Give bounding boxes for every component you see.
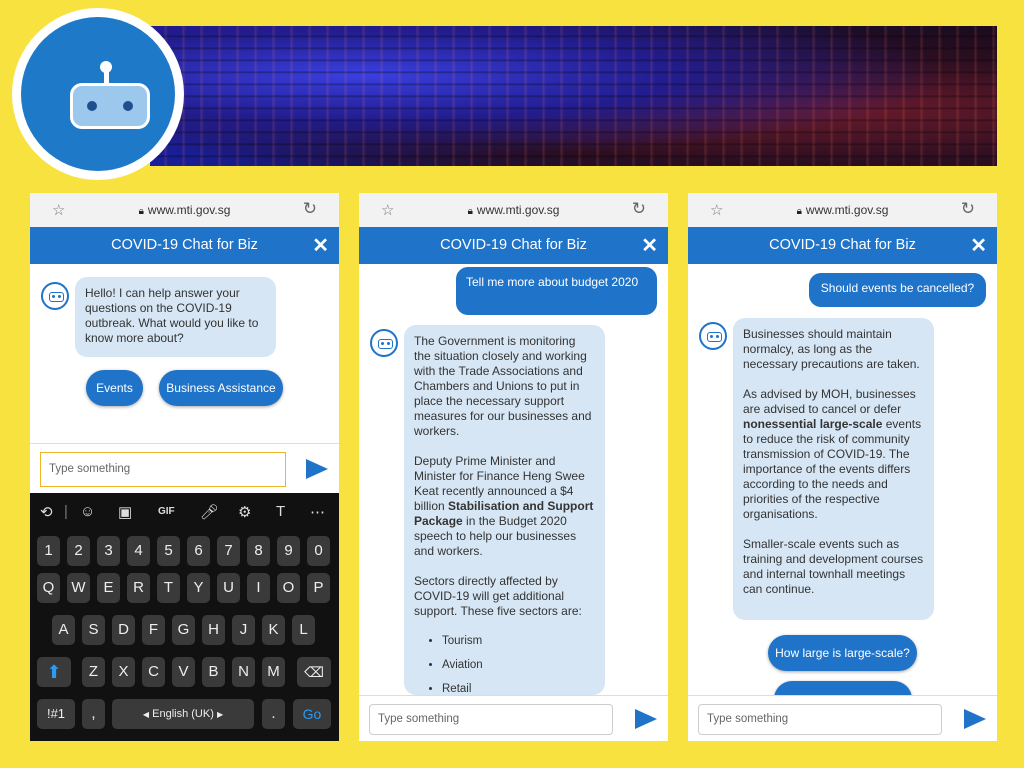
list-item: • Tourism — [442, 634, 595, 649]
key-r[interactable]: R — [127, 573, 150, 603]
browser-address-bar — [359, 193, 668, 227]
go-key[interactable]: Go — [293, 699, 331, 729]
more-options-icon[interactable]: ⋯ — [310, 504, 325, 521]
key-z[interactable]: Z — [82, 657, 105, 687]
key-7[interactable]: 7 — [217, 536, 240, 566]
phone-screen-3 — [688, 193, 997, 741]
backspace-key[interactable]: ⌫ — [297, 657, 331, 687]
symbols-key[interactable]: !#1 — [37, 699, 75, 729]
bot-avatar-icon — [699, 322, 727, 350]
bookmark-star-icon[interactable]: ☆ — [381, 202, 395, 219]
bookmark-star-icon[interactable]: ☆ — [52, 202, 66, 219]
key-6[interactable]: 6 — [187, 536, 210, 566]
key-v[interactable]: V — [172, 657, 195, 687]
chat-header — [359, 227, 668, 264]
message-input-area — [359, 695, 668, 741]
reload-icon[interactable]: ↻ — [960, 199, 975, 218]
bot-message — [404, 325, 605, 695]
send-icon[interactable] — [306, 459, 328, 479]
url-text[interactable]: www.mti.gov.sg — [805, 203, 889, 217]
bot-message — [733, 318, 934, 620]
key-u[interactable]: U — [217, 573, 240, 603]
key-3[interactable]: 3 — [97, 536, 120, 566]
key-h[interactable]: H — [202, 615, 225, 645]
option-how-large-button[interactable]: How large is large-scale? — [768, 635, 917, 671]
key-b[interactable]: B — [202, 657, 225, 687]
url-text[interactable]: www.mti.gov.sg — [476, 203, 560, 217]
bookmark-star-icon[interactable]: ☆ — [710, 202, 724, 219]
message-input[interactable]: Type something — [369, 704, 613, 735]
user-message: Tell me more about budget 2020 — [456, 267, 657, 315]
bot-avatar-icon — [41, 282, 69, 310]
header-banner — [150, 26, 997, 166]
key-c[interactable]: C — [142, 657, 165, 687]
key-a[interactable]: A — [52, 615, 75, 645]
space-key[interactable] — [112, 699, 254, 729]
message-input-area — [688, 695, 997, 741]
settings-gear-icon[interactable]: ⚙ — [238, 504, 252, 521]
message-input[interactable]: Type something — [40, 452, 286, 487]
phone-screen-2 — [359, 193, 668, 741]
browser-address-bar — [688, 193, 997, 227]
space-right-arrow-icon: ▶ — [216, 710, 224, 719]
key-d[interactable]: D — [112, 615, 135, 645]
space-left-arrow-icon: ◀ — [142, 710, 150, 719]
user-message: Should events be cancelled? — [809, 273, 986, 307]
key-l[interactable]: L — [292, 615, 315, 645]
lock-icon: 🔒︎ — [796, 206, 802, 217]
key-k[interactable]: K — [262, 615, 285, 645]
close-icon[interactable]: ✕ — [641, 235, 658, 257]
key-0[interactable]: 0 — [307, 536, 330, 566]
key-x[interactable]: X — [112, 657, 135, 687]
option-events-button[interactable]: Events — [86, 370, 143, 406]
period-key[interactable]: . — [262, 699, 285, 729]
key-o[interactable]: O — [277, 573, 300, 603]
lock-icon: 🔒︎ — [138, 206, 144, 217]
key-9[interactable]: 9 — [277, 536, 300, 566]
key-p[interactable]: P — [307, 573, 330, 603]
bot-message-paragraph-2: Deputy Prime Minister and Minister for Finance Heng Swee Keat recently announced a $4 billion Stabilisation and Support Package in the Budget 2020 speech to help our businesses and workers. — [414, 454, 594, 558]
key-4[interactable]: 4 — [127, 536, 150, 566]
microphone-icon[interactable]: 🎤︎ — [200, 504, 220, 521]
space-key-label: English (UK) — [152, 708, 214, 720]
chat-header — [688, 227, 997, 264]
key-e[interactable]: E — [97, 573, 120, 603]
bot-message-paragraph-1: Businesses should maintain normalcy, as long as the necessary precautions are taken. — [743, 327, 920, 371]
toolbar-divider: | — [64, 503, 68, 520]
key-q[interactable]: Q — [37, 573, 60, 603]
close-icon[interactable]: ✕ — [312, 235, 329, 257]
key-t[interactable]: T — [157, 573, 180, 603]
lock-icon: 🔒︎ — [467, 206, 473, 217]
send-icon[interactable] — [964, 709, 986, 729]
chat-title: COVID-19 Chat for Biz — [111, 237, 258, 253]
bot-message: Hello! I can help answer your questions on the COVID-19 outbreak. What would you like to know more about? — [75, 277, 276, 357]
key-n[interactable]: N — [232, 657, 255, 687]
robot-logo-icon — [12, 8, 184, 180]
bot-message-paragraph-1: The Government is monitoring the situation closely and working with the Trade Associations and Chambers and Unions to put in place the necessary support measures for our businesses and workers. — [414, 334, 592, 438]
bot-message-paragraph-2: As advised by MOH, businesses are advised to cancel or defer nonessential large-scale events to reduce the risk of community transmission of COVID-19. The importance of the events differs according to the needs and priorities of the respective organisations. — [743, 387, 922, 521]
reload-icon[interactable]: ↻ — [302, 199, 317, 218]
send-icon[interactable] — [635, 709, 657, 729]
url-text[interactable]: www.mti.gov.sg — [147, 203, 231, 217]
key-1[interactable]: 1 — [37, 536, 60, 566]
on-screen-keyboard — [30, 493, 339, 741]
key-y[interactable]: Y — [187, 573, 210, 603]
key-f[interactable]: F — [142, 615, 165, 645]
bot-avatar-icon — [370, 329, 398, 357]
key-s[interactable]: S — [82, 615, 105, 645]
key-2[interactable]: 2 — [67, 536, 90, 566]
key-j[interactable]: J — [232, 615, 255, 645]
list-item: • Aviation — [442, 658, 595, 673]
key-i[interactable]: I — [247, 573, 270, 603]
option-business-assistance-button[interactable]: Business Assistance — [159, 370, 283, 406]
shift-key[interactable]: ⬆ — [37, 657, 71, 687]
message-input[interactable]: Type something — [698, 704, 942, 735]
bot-message-paragraph-3: Smaller-scale events such as training and development courses and internal townhall meetings can continue. — [743, 537, 924, 596]
key-w[interactable]: W — [67, 573, 90, 603]
emoji-icon[interactable]: ☺ — [80, 503, 96, 520]
chat-title: COVID-19 Chat for Biz — [769, 237, 916, 253]
key-g[interactable]: G — [172, 615, 195, 645]
text-style-icon[interactable]: T — [276, 503, 286, 520]
message-input-area — [30, 443, 339, 494]
key-8[interactable]: 8 — [247, 536, 270, 566]
list-item: • Retail — [442, 682, 595, 695]
key-5[interactable]: 5 — [157, 536, 180, 566]
bot-message-paragraph-3: Sectors directly affected by COVID-19 will get additional support. These five sectors are: — [414, 574, 582, 618]
sector-list — [414, 634, 595, 695]
chat-title: COVID-19 Chat for Biz — [440, 237, 587, 253]
translate-icon[interactable]: ⟲ — [40, 504, 53, 521]
browser-address-bar — [30, 193, 339, 227]
chat-header — [30, 227, 339, 264]
gif-icon[interactable]: GIF — [158, 506, 175, 517]
phone-screen-1 — [30, 193, 339, 741]
close-icon[interactable]: ✕ — [970, 235, 987, 257]
comma-key[interactable]: , — [82, 699, 105, 729]
reload-icon[interactable]: ↻ — [631, 199, 646, 218]
key-m[interactable]: M — [262, 657, 285, 687]
sticker-icon[interactable]: ▣ — [118, 504, 133, 521]
